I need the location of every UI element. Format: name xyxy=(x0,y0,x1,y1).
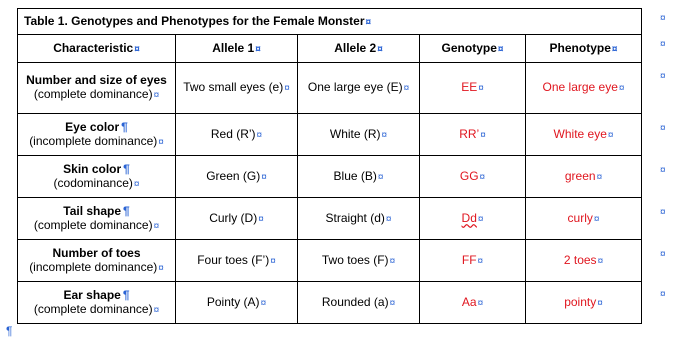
pilcrow-mark: ¶ xyxy=(122,287,130,302)
table-row xyxy=(18,240,642,282)
cell-end-mark: ¤ xyxy=(365,16,372,28)
cell-end-mark: ¤ xyxy=(477,255,484,267)
characteristic-cell[interactable] xyxy=(18,198,176,240)
characteristic-cell[interactable] xyxy=(18,156,176,198)
phenotype-cell[interactable]: curly¤ xyxy=(526,198,642,240)
cell-end-mark: ¤ xyxy=(597,297,603,309)
cell-end-mark: ¤ xyxy=(153,220,160,232)
cell-end-mark: ¤ xyxy=(607,129,614,141)
cell-end-mark: ¤ xyxy=(133,178,140,190)
allele2-cell[interactable]: White (R)¤ xyxy=(298,114,420,156)
cell-end-mark: ¤ xyxy=(158,136,164,148)
cell-end-mark: ¤ xyxy=(597,255,604,267)
characteristic-cell[interactable] xyxy=(18,240,176,282)
cell-end-mark: ¤ xyxy=(593,213,600,225)
cell-end-mark: ¤ xyxy=(611,43,618,55)
inheritance-type: (complete dominance) xyxy=(33,301,153,316)
row-end-mark: ¤ xyxy=(660,249,666,260)
table-title: Table 1. Genotypes and Phenotypes for the Female Monster xyxy=(24,13,365,28)
genotype-phenotype-table xyxy=(17,8,642,324)
cell-end-mark: ¤ xyxy=(403,83,410,94)
table-row xyxy=(18,282,642,324)
characteristic-cell[interactable] xyxy=(18,282,176,324)
cell-end-mark: ¤ xyxy=(497,43,504,55)
spellcheck-underlined-genotype: Dd xyxy=(461,210,477,225)
characteristic-cell[interactable] xyxy=(18,114,176,156)
header-row xyxy=(18,35,642,63)
row-end-mark: ¤ xyxy=(660,165,666,176)
allele1-cell[interactable]: Curly (D)¤ xyxy=(176,198,298,240)
characteristic-name: Number of toes xyxy=(52,245,141,260)
cell-end-mark: ¤ xyxy=(260,297,267,309)
genotype-cell[interactable]: RR’¤ xyxy=(420,114,526,156)
header-cell-characteristic[interactable]: Characteristic¤ xyxy=(18,35,176,63)
row-end-mark: ¤ xyxy=(660,207,666,218)
phenotype-cell[interactable]: pointy¤ xyxy=(526,282,642,324)
genotype-cell[interactable]: FF¤ xyxy=(420,240,526,282)
allele1-cell[interactable]: Red (R’)¤ xyxy=(176,114,298,156)
inheritance-type: (incomplete dominance) xyxy=(29,259,158,274)
header-cell-allele1[interactable]: Allele 1¤ xyxy=(176,35,298,63)
cell-end-mark: ¤ xyxy=(284,83,290,94)
characteristic-name: Skin color xyxy=(63,161,122,176)
document-body xyxy=(17,8,641,324)
cell-end-mark: ¤ xyxy=(478,83,484,94)
cell-end-mark: ¤ xyxy=(261,171,267,183)
table-row xyxy=(18,156,642,198)
allele1-cell[interactable]: Two small eyes (e)¤ xyxy=(176,63,298,114)
phenotype-cell[interactable]: 2 toes¤ xyxy=(526,240,642,282)
row-end-mark: ¤ xyxy=(660,13,666,24)
allele2-cell[interactable]: Straight (d)¤ xyxy=(298,198,420,240)
pilcrow-mark: ¶ xyxy=(121,119,128,134)
table-title-row xyxy=(18,9,642,35)
table-row xyxy=(18,114,642,156)
cell-end-mark: ¤ xyxy=(477,213,484,225)
phenotype-cell[interactable]: One large eye¤ xyxy=(526,63,642,114)
cell-end-mark: ¤ xyxy=(381,129,388,141)
phenotype-cell[interactable]: green¤ xyxy=(526,156,642,198)
allele2-cell[interactable]: Rounded (a)¤ xyxy=(298,282,420,324)
inheritance-type: (complete dominance) xyxy=(33,87,153,101)
cell-end-mark: ¤ xyxy=(153,90,160,101)
allele2-cell[interactable]: Blue (B)¤ xyxy=(298,156,420,198)
pilcrow-mark: ¶ xyxy=(123,161,130,176)
genotype-cell[interactable]: EE¤ xyxy=(420,63,526,114)
inheritance-type: (incomplete dominance) xyxy=(29,133,158,148)
cell-end-mark: ¤ xyxy=(389,297,396,309)
cell-end-mark: ¤ xyxy=(477,297,484,309)
allele2-cell[interactable]: Two toes (F)¤ xyxy=(298,240,420,282)
allele1-cell[interactable]: Four toes (F’)¤ xyxy=(176,240,298,282)
characteristic-name: Number and size of eyes xyxy=(26,73,167,87)
cell-end-mark: ¤ xyxy=(479,171,486,183)
cell-end-mark: ¤ xyxy=(256,129,263,141)
row-end-mark: ¤ xyxy=(660,39,666,50)
cell-end-mark: ¤ xyxy=(134,43,140,55)
genotype-cell[interactable]: Aa¤ xyxy=(420,282,526,324)
cell-end-mark: ¤ xyxy=(377,43,383,55)
paragraph-end-pilcrow: ¶ xyxy=(6,324,13,338)
header-cell-allele2[interactable]: Allele 2¤ xyxy=(298,35,420,63)
cell-end-mark: ¤ xyxy=(389,255,396,267)
cell-end-mark: ¤ xyxy=(596,171,603,183)
row-end-mark: ¤ xyxy=(660,71,666,82)
characteristic-name: Tail shape xyxy=(63,203,122,218)
cell-end-mark: ¤ xyxy=(618,83,625,94)
cell-end-mark: ¤ xyxy=(255,43,261,55)
cell-end-mark: ¤ xyxy=(385,213,392,225)
allele1-cell[interactable]: Green (G)¤ xyxy=(176,156,298,198)
table-title-cell[interactable] xyxy=(18,9,642,35)
cell-end-mark: ¤ xyxy=(480,129,486,141)
row-end-mark: ¤ xyxy=(660,289,666,300)
inheritance-type: (codominance) xyxy=(53,175,133,190)
genotype-cell[interactable] xyxy=(420,198,526,240)
row-end-mark: ¤ xyxy=(660,123,666,134)
allele1-cell[interactable]: Pointy (A)¤ xyxy=(176,282,298,324)
phenotype-cell[interactable]: White eye¤ xyxy=(526,114,642,156)
characteristic-name: Ear shape xyxy=(63,287,121,302)
characteristic-name: Eye color xyxy=(65,119,120,134)
cell-end-mark: ¤ xyxy=(158,262,164,274)
header-cell-genotype[interactable]: Genotype¤ xyxy=(420,35,526,63)
pilcrow-mark: ¶ xyxy=(123,203,130,218)
table-row xyxy=(18,198,642,240)
characteristic-cell[interactable] xyxy=(18,63,176,114)
allele2-cell[interactable]: One large eye (E)¤ xyxy=(298,63,420,114)
genotype-cell[interactable]: GG¤ xyxy=(420,156,526,198)
cell-end-mark: ¤ xyxy=(153,304,160,316)
table-row xyxy=(18,63,642,114)
cell-end-mark: ¤ xyxy=(258,213,264,225)
inheritance-type: (complete dominance) xyxy=(33,217,153,232)
header-cell-phenotype[interactable]: Phenotype¤ xyxy=(526,35,642,63)
cell-end-mark: ¤ xyxy=(270,255,276,267)
cell-end-mark: ¤ xyxy=(377,171,384,183)
